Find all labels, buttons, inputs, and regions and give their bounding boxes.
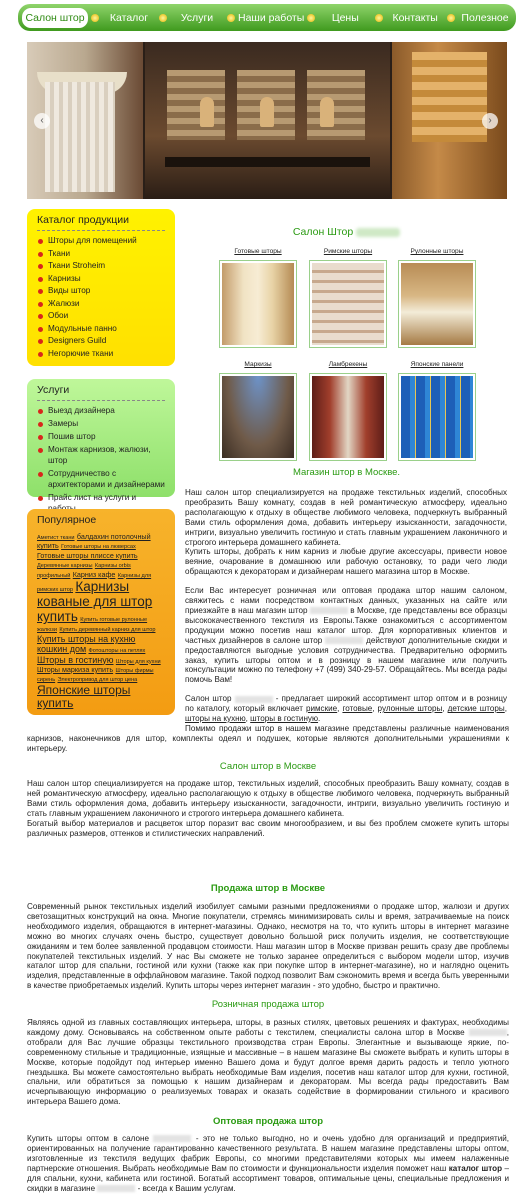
text-fragment: – для спальни, кухни, кабинета или гостиной. Богатый ассортимент товаров, оптимальные цены, специальные предложения и скидки в магазине bbox=[27, 1163, 509, 1193]
section-paragraph: Наш салон штор специализируется на продаже штор, текстильных изделий, способных преобразить Вашу комнату, создав в ней романтическую атмосферу, идеально располагающую к отдыху в обществе любимого человека, подчеркнуть выбранный Вами стиль оформления дома, добавить интерьеру изысканности, загадочности, интриги, визуально увеличить гостиную и стать главным украшением лаконичного и строгого интерьера домашнего кабинета. bbox=[27, 779, 509, 818]
tag-link[interactable]: Готовые шторы на люверсах bbox=[61, 544, 136, 551]
nav-bullet-icon bbox=[375, 14, 383, 22]
gallery-caption[interactable]: Римские шторы bbox=[323, 248, 373, 255]
intro-paragraph: Салон штор - предлагает широкий ассортимент штор оптом и в розницу по каталогу, который включает римские, готовые, рулонные шторы, детские шторы, шторы на кухню, шторы в гостиную. bbox=[185, 694, 508, 724]
tag-link[interactable]: Фотошторы на петлях bbox=[88, 648, 146, 655]
nav-bullet-icon bbox=[91, 14, 99, 22]
catalog-item[interactable]: Ткани Stroheim bbox=[37, 260, 165, 273]
slider-prev-icon[interactable]: ‹ bbox=[34, 113, 50, 129]
tag-link[interactable]: Карнизы для римских штор bbox=[37, 572, 152, 594]
catalog-bold-text: каталог штор bbox=[448, 1163, 503, 1173]
gallery-item-ready-curtains[interactable] bbox=[218, 248, 298, 348]
services-item[interactable]: Замеры bbox=[37, 418, 165, 429]
shop-title: Магазин штор в Москве. bbox=[292, 467, 401, 478]
tag-cloud bbox=[37, 532, 165, 711]
catalog-item[interactable]: Негорючие ткани bbox=[37, 348, 165, 361]
blurred-brand-name bbox=[356, 228, 400, 237]
nav-contacts[interactable]: Контакты bbox=[392, 11, 438, 24]
tag-link[interactable]: Карниз кафе bbox=[72, 569, 116, 579]
catalog-item[interactable]: Карнизы bbox=[37, 273, 165, 286]
catalog-box bbox=[27, 209, 175, 366]
tag-link[interactable]: Шторы фирмы сирень bbox=[37, 667, 154, 684]
text-fragment: Являясь одной из главных составляющих интерьера, шторы, в разных стилях, цветовых решениях и фактурах, необходимы каждому дому. Основываясь на собственном опыте работы с текстилем, специалисты салона штор в Москве bbox=[27, 1018, 509, 1037]
top-nav bbox=[18, 4, 516, 31]
intro-extra: Помимо продажи штор в нашем магазине представлены различные наименования карнизов, наконечников для штор, комплекты одеял и подушек, которые являются дополнительными украшениями к интерьеру. bbox=[27, 724, 509, 753]
text-fragment: Салон штор bbox=[185, 694, 232, 704]
gallery-caption[interactable]: Рулонные шторы bbox=[410, 248, 464, 255]
text-fragment: - это не только выгодно, но и очень удобно для организаций и предприятий, ориентированных на получение гарантированно качественного результата. В нашем магазине представлены шторы оптом, изготовленные из текстиля ведущих фабрик Европы, со многими представителями которых мы имеем налаженные партнерские отношения. Выбрать необходимые Вам по стоимости и функциональности изделия поможет наш bbox=[27, 1134, 510, 1173]
text-fragment: , отобрали для Вас лучшие образцы текстильного производства стран Европы. Элегантные и вызывающе яркие, по-современному стильные и традиционные, изящные и массивные – в нашем магазине Вы сможете выбрать и купить шторы в Москве, которые подойдут под интерьер именно Вашего дома и будут долгое время дарить радость и тепло уютного гнездышка. Вы можете самостоятельно выбрать необходимые Вам изделия, посетив наш каталог штор для кухни, гостиной, спальни, или обратиться за помощью к нашим дизайнерам и декораторам. Мы всегда рады предоставить Вам исчерпывающую информацию о реализуемых товарах и оказать содействие в формировании стильного и красивого интерьера Вашего дома. bbox=[27, 1027, 509, 1107]
services-title: Услуги bbox=[37, 384, 165, 401]
nav-bullet-icon bbox=[307, 14, 315, 22]
gallery-thumbnail bbox=[401, 263, 473, 345]
intro-paragraph: Купить шторы, добрать к ним карниз и любые другие аксессуары, привести новое веяние, очарование в домашнюю или рабочую остановку, то ради чего люди обращаются к декораторам и дизайнерам нашего магазина штор в Москве. bbox=[185, 547, 507, 577]
nav-bullet-icon bbox=[447, 14, 455, 22]
blurred-brand-name bbox=[97, 1185, 135, 1192]
gallery-caption[interactable]: Готовые шторы bbox=[234, 248, 282, 255]
link-ready[interactable]: готовые bbox=[342, 704, 373, 714]
link-living-room[interactable]: шторы в гостиную bbox=[250, 714, 319, 724]
tag-link[interactable]: Деревянные карнизы bbox=[37, 563, 93, 570]
image-slider bbox=[27, 42, 507, 199]
catalog-item[interactable]: Шторы для помещений bbox=[37, 235, 165, 248]
gallery-thumbnail bbox=[222, 263, 294, 345]
gallery-thumbnail bbox=[312, 263, 384, 345]
gallery-thumbnail bbox=[401, 376, 473, 458]
tag-link[interactable]: балдахин потолочный купить bbox=[37, 532, 151, 551]
tag-link[interactable]: Шторы маркиза купить bbox=[37, 664, 114, 674]
nav-services[interactable]: Услуги bbox=[180, 11, 214, 24]
catalog-item[interactable]: Designers Guild bbox=[37, 335, 165, 348]
intro-text bbox=[185, 488, 507, 724]
services-box bbox=[27, 379, 175, 502]
text-fragment: в Москве, где представлены все образцы высококачественного текстиля из Европы.Также ознакомиться с ассортиментом продукции можно посетив наш каталог штор. Для корпоративных клиентов и частных дизайнеров в салоне штор bbox=[185, 605, 508, 645]
tag-link[interactable]: Шторы для кухни bbox=[115, 658, 161, 665]
tag-link[interactable]: Шторы в гостиную bbox=[37, 654, 114, 665]
page-title-text: Салон Штор bbox=[292, 226, 354, 238]
text-fragment: Купить шторы оптом в салоне bbox=[27, 1134, 149, 1143]
nav-salon[interactable]: Салон штор bbox=[22, 8, 88, 28]
slider-next-icon[interactable]: › bbox=[482, 113, 498, 129]
gallery-item-roman[interactable] bbox=[308, 248, 388, 348]
nav-prices[interactable]: Цены bbox=[331, 11, 359, 24]
tag-link[interactable]: Купить деревянный карниз для штор bbox=[59, 627, 156, 634]
tag-link[interactable]: Карнизы orbis профильный bbox=[37, 563, 131, 579]
link-roman[interactable]: римские bbox=[305, 704, 338, 714]
slide-image-kitchen bbox=[145, 42, 390, 199]
section-paragraph: Богатый выбор материалов и расцветок штор поразит вас своим многообразием, и вы без проблем сможете купить шторы различных размеров, оттенков и стилистических направлений. bbox=[27, 818, 509, 838]
link-roller[interactable]: рулонные шторы bbox=[377, 704, 443, 714]
tag-link[interactable]: Электропривод для штор цена bbox=[57, 677, 138, 684]
section-wholesale-text bbox=[27, 1134, 509, 1193]
services-item[interactable]: Выезд дизайнера bbox=[37, 405, 165, 416]
gallery-item-japanese[interactable] bbox=[397, 361, 477, 461]
popular-title: Популярное bbox=[37, 514, 97, 526]
tag-link[interactable]: Купить шторы на кухню кошкин дом bbox=[37, 633, 136, 655]
catalog-item[interactable]: Жалюзи bbox=[37, 298, 165, 311]
services-item[interactable]: Монтаж карнизов, жалюзи, штор bbox=[37, 444, 165, 466]
popular-box bbox=[27, 509, 175, 715]
nav-useful[interactable]: Полезное bbox=[461, 11, 509, 24]
section-salon-text bbox=[27, 779, 509, 838]
text-fragment: действуют дополнительные скидки и предоставляются выгодные условия сотрудничества. Предварительно оформить заказ, купить шторы оптом и в розницу в нашем магазине или получить консультации можно по телефону +7 (499) 340-29-57. Обращайтесь. Мы всегда рады помочь Вам! bbox=[185, 635, 507, 685]
catalog-item[interactable]: Обои bbox=[37, 310, 165, 323]
text-fragment: Если Вас интересует розничная или оптовая продажа штор нашим салоном, свяжитесь с нами посредством контактных данных, указанных на сайте или приезжайте в наш магазин штор bbox=[185, 586, 507, 615]
tag-link[interactable]: Карнизы кованые для штор купить bbox=[37, 579, 153, 625]
text-fragment: - предлагает широкий ассортимент штор оптом и в розницу по каталогу, который включает bbox=[185, 694, 508, 714]
catalog-item[interactable]: Виды штор bbox=[37, 285, 165, 298]
blurred-brand-name bbox=[469, 1029, 507, 1036]
blurred-brand-name bbox=[325, 637, 363, 644]
intro-paragraph: Наш салон штор специализируется на продаже текстильных изделий, способных преобразить Вашу комнату, создав в ней романтическую атмосферу, идеально располагающую к отдыху в обществе любимого человека, подчеркнуть выбранный Вами стиль оформления дома, добавить интерьеру изысканности, загадочности, интриги, визуально увеличить гостиную и стать главным украшением лаконичного и строгого интерьера домашнего кабинета. bbox=[185, 488, 507, 547]
nav-bullet-icon bbox=[159, 14, 167, 22]
blurred-brand-name bbox=[310, 607, 348, 614]
gallery-item-markiza[interactable] bbox=[218, 361, 298, 461]
gallery-item-roller[interactable] bbox=[397, 248, 477, 348]
section-sale-text: Современный рынок текстильных изделий изобилует самыми разными предложениями о продаже штор, жалюзи и других светозащитных конструкций на окна. Многие покупатели, стремясь минимизировать силы и время, затрачиваемые на поиск необходимого изделия, обращаются в интернет-магазины. Однако, несмотря на то, что купить шторы в интернет магазине можно во многих случаях очень быстро, существует довольно большой риск получить изделия, не соответствующие ожиданиям и тем более заявленной продавцом стоимости. Наш магазин штор в Москве призван решить сразу две проблемы покупателей текстильных изделий. У нас Вы сможете не только заранее определиться с выбором модели штор, изучив каталог штор для спальни, гостиной или кухни (также как при покупке штор в интернет-магазине), но и наглядно оценить изделия, представленные в оффлайновом магазине. Такой подход позволит Вам сэкономить время и всегда быть уверенными в качестве приобретаемых изделий. Купить шторы через интернет магазин - это удобно, быстро и практично. bbox=[27, 902, 509, 991]
services-item[interactable]: Пошив штор bbox=[37, 431, 165, 442]
services-item[interactable]: Прайс лист на услуги и bbox=[37, 492, 165, 514]
nav-catalog[interactable]: Каталог bbox=[109, 11, 149, 24]
catalog-title: Каталог продукции bbox=[37, 214, 165, 231]
gallery-caption[interactable]: Маркизы bbox=[244, 361, 272, 368]
text-fragment: - всегда к Вашим услугам. bbox=[137, 1183, 236, 1193]
nav-bullet-icon bbox=[227, 14, 235, 22]
gallery-thumbnail bbox=[222, 376, 294, 458]
nav-works[interactable]: Наши работы bbox=[238, 11, 305, 24]
blurred-brand-name bbox=[153, 1135, 191, 1142]
tag-link[interactable]: Купить готовые рулонные жалюзи bbox=[37, 617, 148, 634]
link-kitchen[interactable]: шторы на кухню bbox=[185, 714, 246, 724]
tag-link[interactable]: Аметист ткани bbox=[37, 535, 75, 541]
gallery-caption[interactable]: Японские панели bbox=[410, 361, 464, 368]
section-title-wholesale: Оптовая продажа штор bbox=[213, 1116, 323, 1127]
link-kids[interactable]: детские шторы bbox=[447, 704, 505, 714]
gallery-thumbnail bbox=[312, 376, 384, 458]
section-title-retail: Розничная продажа штор bbox=[211, 999, 325, 1010]
section-title-salon: Салон штор в Москве bbox=[219, 761, 317, 772]
intro-paragraph bbox=[185, 586, 507, 685]
catalog-item[interactable]: Ткани bbox=[37, 248, 165, 261]
catalog-item[interactable]: Модульные панно bbox=[37, 323, 165, 336]
services-item[interactable]: Сотрудничество с архитекторами и дизайнерами bbox=[37, 468, 165, 490]
blurred-brand-name bbox=[235, 696, 273, 703]
gallery-item-lambrequin[interactable] bbox=[308, 361, 388, 461]
gallery-caption[interactable]: Ламбрекены bbox=[328, 361, 368, 368]
section-retail-text bbox=[27, 1018, 509, 1107]
tag-link[interactable]: Японские шторы купить bbox=[37, 682, 131, 711]
page-title bbox=[185, 226, 508, 238]
section-title-sale: Продажа штор в Москве bbox=[210, 883, 326, 894]
tag-link[interactable]: Готовые шторы плиссе купить bbox=[37, 550, 138, 560]
